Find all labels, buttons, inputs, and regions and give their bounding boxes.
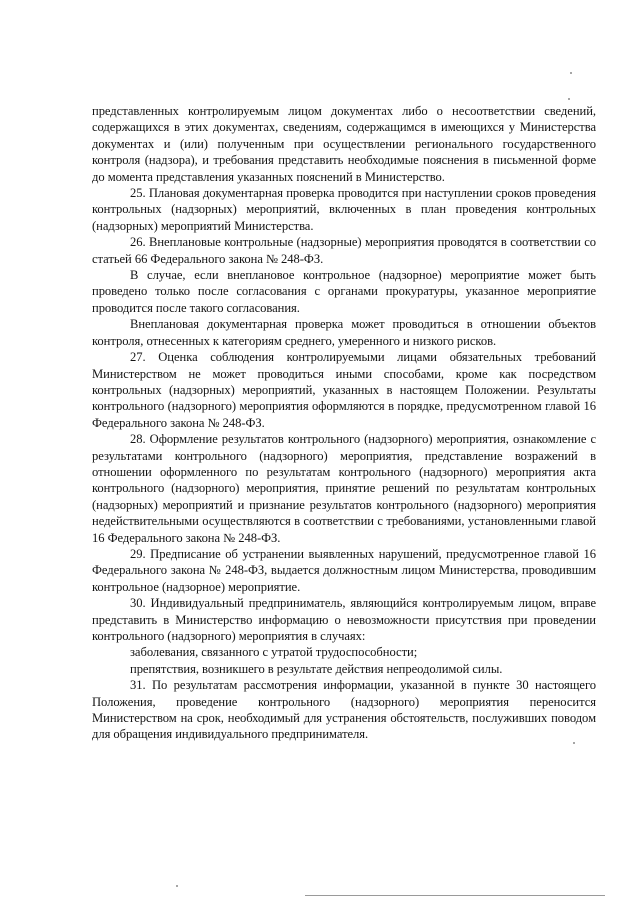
paragraph-continuation: представленных контролируемым лицом документах либо о несоответствии сведений, содержащихся в этих документах, сведениям, содержащимся в имеющихся у Министерства документах и (или) полученным при осуществлении регионального государственного контроля (надзора), и требования представить необходимые пояснения в письменной форме до момента представления указанных пояснений в Министерство.: [92, 104, 596, 184]
paragraph-item-26-documentary-check: Внеплановая документарная проверка может проводиться в отношении объектов контроля, отнесенных к категориям среднего, умеренного и низкого рисков.: [92, 317, 596, 348]
paragraph-item-28: 28. Оформление результатов контрольного (надзорного) мероприятия, ознакомление с результатами контрольного (надзорного) мероприятия, представление возражений в отношении оформленного по результатам контрольного (надзорного) мероприятия акта контрольного (надзорного) мероприятия, принятие решений по результатам контрольных (надзорных) мероприятий и признание результатов контрольного (надзорного) мероприятия недействительными осуществляются в соответствии с требованиями, установленными главой 16 Федерального закона № 248-ФЗ.: [92, 432, 596, 545]
paragraph-item-29: 29. Предписание об устранении выявленных нарушений, предусмотренное главой 16 Федерального закона № 248-ФЗ, выдается должностным лицом Министерства, проводившим контрольное (надзорное) мероприятие.: [92, 546, 596, 594]
paragraph-item-30-case-force-majeure: препятствия, возникшего в результате действия непреодолимой силы.: [130, 661, 503, 676]
footer-divider: [305, 895, 605, 896]
paragraph-item-31: 31. По результатам рассмотрения информации, указанной в пункте 30 настоящего Положения, проведение контрольного (надзорного) мероприятия переносится Министерством на срок, необходимый для устранения обстоятельств, послуживших поводом для обращения индивидуального предпринимателя.: [92, 678, 596, 742]
paragraph-item-30-case-illness: заболевания, связанного с утратой трудоспособности;: [130, 645, 418, 660]
paragraph-item-27: 27. Оценка соблюдения контролируемыми лицами обязательных требований Министерством не может проводиться иными способами, кроме как посредством контрольных (надзорных) мероприятий, указанных в настоящем Положении. Результаты контрольного (надзорного) мероприятия оформляются в порядке, предусмотренном главой 16 Федерального закона № 248-ФЗ.: [92, 350, 596, 430]
document-body: [92, 103, 596, 743]
paragraph-item-26: 26. Внеплановые контрольные (надзорные) мероприятия проводятся в соответствии со статьей 66 Федерального закона № 248-ФЗ.: [92, 235, 596, 266]
paragraph-item-26-case: В случае, если внеплановое контрольное (надзорное) мероприятие может быть проведено только после согласования с органами прокуратуры, указанное мероприятие проводится после такого согласования.: [92, 268, 596, 315]
paragraph-item-25: 25. Плановая документарная проверка проводится при наступлении сроков проведения контрольных (надзорных) мероприятий, включенных в план проведения контрольных (надзорных) мероприятий Министерства.: [92, 186, 596, 233]
scan-speck: [570, 72, 572, 74]
paragraph-item-30: 30. Индивидуальный предприниматель, являющийся контролируемым лицом, вправе представить в Министерство информацию о невозможности присутствия при проведении контрольного (надзорного) мероприятия в случаях:: [92, 596, 596, 643]
scan-speck: [568, 98, 570, 100]
scan-speck: [176, 885, 178, 887]
